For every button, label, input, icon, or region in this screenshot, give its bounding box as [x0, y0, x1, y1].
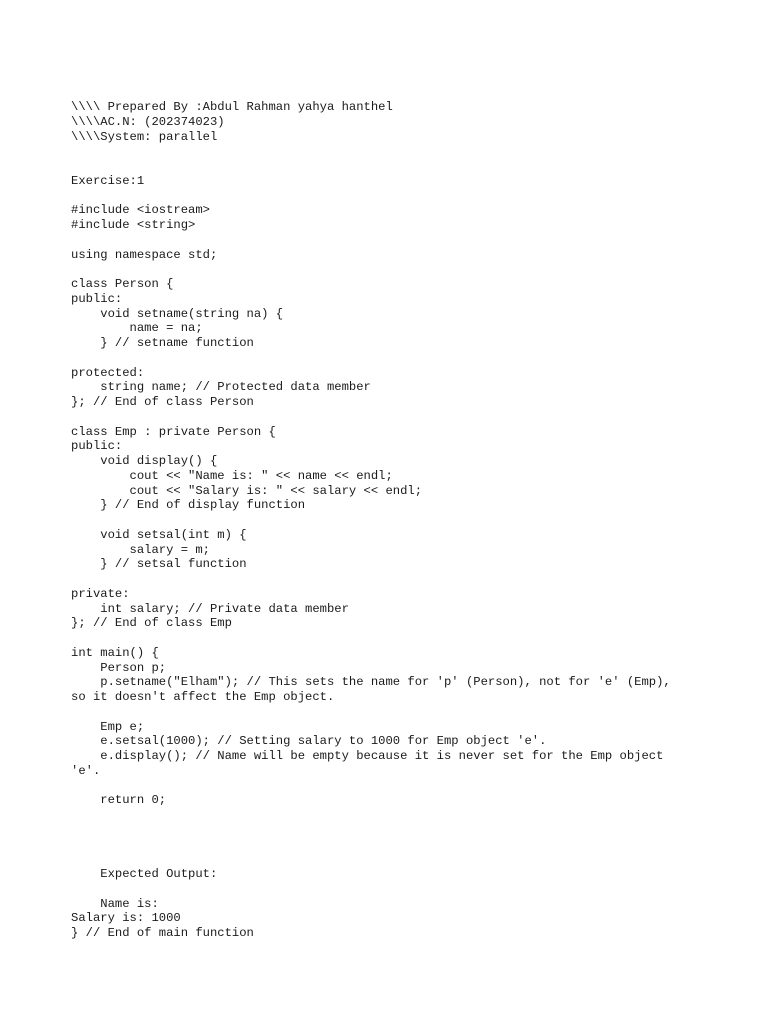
- code-line: [71, 513, 731, 528]
- code-line: \\\\System: parallel: [71, 129, 218, 144]
- code-line: [71, 410, 731, 425]
- code-line: #include <string>: [71, 218, 196, 232]
- code-line: [71, 262, 731, 277]
- code-line: using namespace std;: [71, 247, 218, 262]
- code-line: void display() {: [71, 454, 218, 468]
- code-line: #include <iostream>: [71, 203, 210, 218]
- code-line: [71, 838, 731, 853]
- code-line: Emp e;: [71, 719, 145, 734]
- code-line: return 0;: [71, 793, 167, 808]
- code-line: }; // End of class Person: [71, 395, 254, 409]
- code-line: } // End of main function: [71, 926, 254, 940]
- code-line: [71, 882, 731, 897]
- code-line: \\\\AC.N: (202374023): [71, 114, 225, 129]
- code-line: so it doesn't affect the Emp object.: [71, 690, 335, 704]
- code-line: int main() {: [71, 645, 159, 660]
- code-line: [71, 823, 731, 838]
- code-line: [71, 159, 731, 174]
- code-line: Name is:: [71, 896, 159, 911]
- code-line: name = na;: [71, 321, 203, 336]
- code-text-block: [71, 100, 731, 941]
- code-line: Person p;: [71, 660, 167, 675]
- code-line: int salary; // Private data member: [71, 601, 349, 616]
- code-line: [71, 189, 731, 204]
- code-line: protected:: [71, 365, 145, 380]
- code-line: [71, 233, 731, 248]
- code-line: private:: [71, 586, 130, 601]
- code-line: \\\\ Prepared By :Abdul Rahman yahya hanthel: [71, 100, 393, 114]
- code-line: [71, 852, 731, 867]
- code-line: [71, 808, 731, 823]
- code-line: void setsal(int m) {: [71, 527, 247, 542]
- code-line: e.setsal(1000); // Setting salary to 1000 for Emp object 'e'.: [71, 734, 547, 749]
- code-line: [71, 779, 731, 794]
- code-line: class Person {: [71, 277, 174, 291]
- code-line: e.display(); // Name will be empty because it is never set for the Emp object: [71, 749, 664, 763]
- code-line: Salary is: 1000: [71, 911, 181, 926]
- code-line: } // End of display function: [71, 498, 306, 513]
- code-line: p.setname("Elham"); // This sets the name for 'p' (Person), not for 'e' (Emp),: [71, 675, 671, 690]
- code-line: class Emp : private Person {: [71, 424, 276, 439]
- code-line: Expected Output:: [71, 867, 218, 881]
- code-line: void setname(string na) {: [71, 306, 284, 321]
- code-line: [71, 144, 731, 159]
- code-line: } // setsal function: [71, 557, 247, 572]
- code-line: public:: [71, 291, 123, 306]
- code-line: [71, 351, 731, 366]
- code-line: [71, 705, 731, 720]
- code-line: 'e'.: [71, 763, 101, 778]
- code-line: } // setname function: [71, 336, 254, 350]
- code-line: salary = m;: [71, 542, 210, 557]
- code-line: string name; // Protected data member: [71, 380, 371, 395]
- code-line: public:: [71, 439, 123, 454]
- code-line: [71, 631, 731, 646]
- code-line: cout << "Name is: " << name << endl;: [71, 468, 393, 483]
- code-line: [71, 572, 731, 587]
- code-line: Exercise:1: [71, 173, 145, 188]
- code-line: cout << "Salary is: " << salary << endl;: [71, 483, 423, 498]
- code-line: }; // End of class Emp: [71, 616, 232, 631]
